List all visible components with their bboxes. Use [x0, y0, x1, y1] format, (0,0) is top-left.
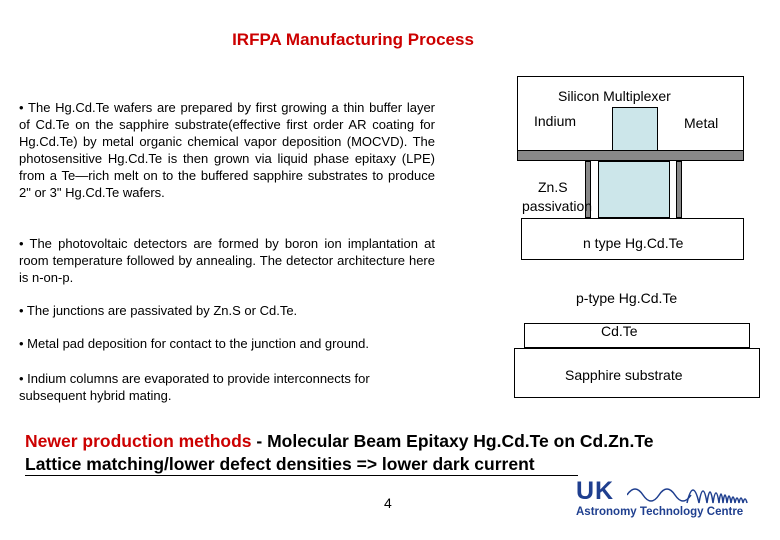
- bullet-photovoltaic-detectors: • The photovoltaic detectors are formed by boron ion implantation at room temperature followed by annealing. The detector architecture here is n-on-p.: [19, 236, 435, 285]
- page-number: 4: [384, 495, 392, 511]
- logo-wave-icon: [627, 475, 772, 509]
- newer-methods-highlight: Newer production methods: [25, 431, 252, 451]
- bullet-wafer-preparation: • The Hg.Cd.Te wafers are prepared by first growing a thin buffer layer of Cd.Te on the sapphire substrate(effective first order AR coating for Hg.Cd.Te) by metal organic chemical vapor deposition (MOCVD). The photosensitive Hg.Cd.Te is then grown via liquid phase epitaxy (LPE) from a Te—rich melt on to the buffered sapphire substrates to produce 2" or 3" Hg.Cd.Te wafers.: [19, 100, 435, 200]
- logo-uk-text: UK: [576, 477, 615, 505]
- metal-bar: [517, 150, 744, 161]
- passivation-label: passivation: [522, 198, 593, 214]
- sapphire-substrate-label: Sapphire substrate: [565, 367, 683, 383]
- indium-bump: [598, 161, 670, 218]
- indium-label: Indium: [534, 113, 577, 129]
- newer-methods-line2: Lattice matching/lower defect densities => lower dark current: [25, 454, 535, 474]
- logo-subtitle: Astronomy Technology Centre: [576, 506, 744, 518]
- bullet-passivation: • The junctions are passivated by Zn.S or Cd.Te.: [19, 303, 298, 318]
- text-underline: [25, 475, 578, 476]
- indium-column: [612, 107, 658, 151]
- uk-atc-logo: [572, 475, 772, 525]
- p-type-label: p-type Hg.Cd.Te: [576, 290, 678, 306]
- n-type-label: n type Hg.Cd.Te: [583, 235, 684, 251]
- bullet-metal-pad: • Metal pad deposition for contact to the junction and ground.: [19, 336, 370, 351]
- metal-label: Metal: [684, 115, 719, 131]
- slide-title: IRFPA Manufacturing Process: [232, 30, 474, 49]
- silicon-multiplexer-label: Silicon Multiplexer: [558, 88, 671, 104]
- cdte-label: Cd.Te: [601, 323, 638, 339]
- bullet-indium-columns: • Indium columns are evaporated to provide interconnects for subsequent hybrid mating.: [19, 371, 370, 403]
- newer-methods-rest: - Molecular Beam Epitaxy Hg.Cd.Te on Cd.Zn.Te: [251, 431, 654, 451]
- zns-label: Zn.S: [538, 179, 568, 195]
- metal-contact-right: [676, 161, 682, 218]
- newer-methods-text: [25, 430, 725, 476]
